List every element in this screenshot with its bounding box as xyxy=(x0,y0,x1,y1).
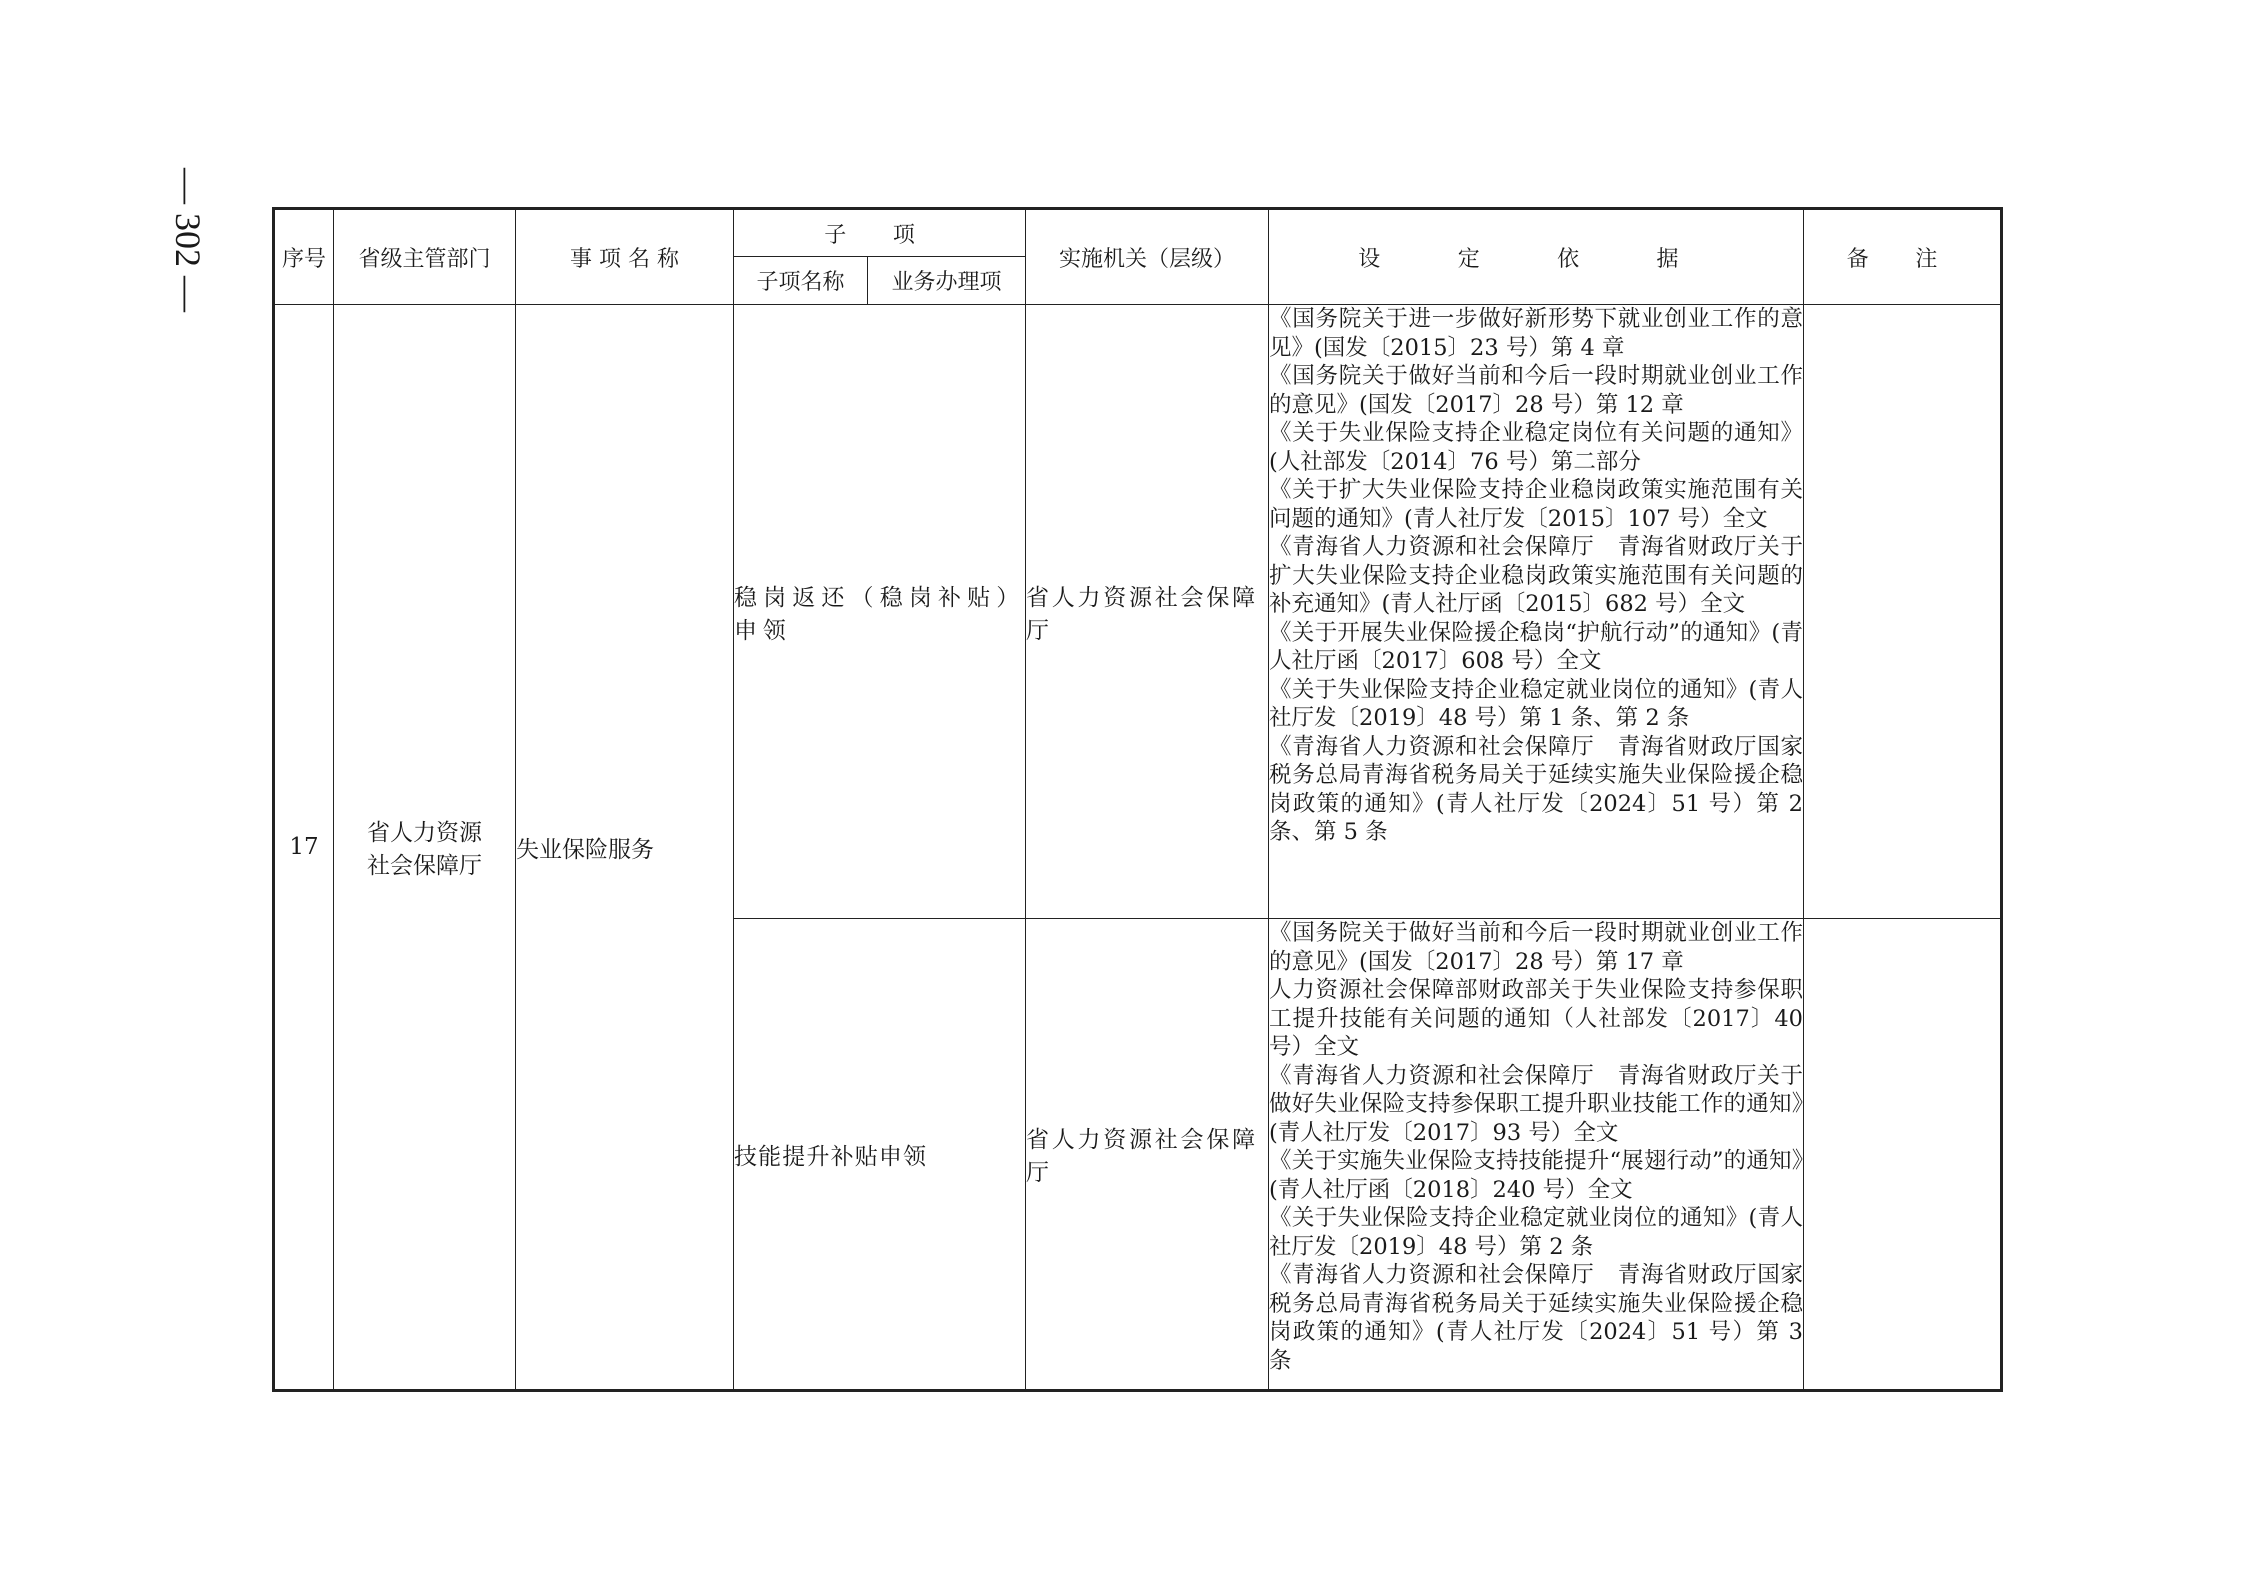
basis-line: 《关于失业保险支持企业稳定岗位有关问题的通知》(人社部发〔2014〕76 号）第二部分 xyxy=(1269,420,1803,475)
header-seq: 序号 xyxy=(274,209,334,305)
basis-line: 《关于失业保险支持企业稳定就业岗位的通知》(青人社厅发〔2019〕48 号）第 1 条、第 2 条 xyxy=(1269,676,1803,731)
basis-line: 《关于失业保险支持企业稳定就业岗位的通知》(青人社厅发〔2019〕48 号）第 2 条 xyxy=(1269,1205,1803,1260)
page-number: — 302 — xyxy=(168,168,208,312)
cell-sub-item-name: 技能提升补贴申领 xyxy=(734,919,1026,1391)
basis-line: 人力资源社会保障部财政部关于失业保险支持参保职工提升技能有关问题的通知（人社部发〔2017〕40 号）全文 xyxy=(1269,977,1811,1060)
basis-line: 《关于实施失业保险支持技能提升“展翅行动”的通知》(青人社厅函〔2018〕240 号）全文 xyxy=(1269,1148,1803,1203)
header-row-1 xyxy=(274,209,2002,257)
basis-line: 《关于扩大失业保险支持企业稳岗政策实施范围有关问题的通知》(青人社厅发〔2015〕107 号）全文 xyxy=(1269,477,1803,532)
table-row xyxy=(274,305,2002,919)
cell-seq: 17 xyxy=(274,305,334,1391)
basis-line: 《国务院关于进一步做好新形势下就业创业工作的意见》(国发〔2015〕23 号）第 4 章 xyxy=(1269,306,1803,361)
header-item-name: 事 项 名 称 xyxy=(516,209,734,305)
basis-line: 《青海省人力资源和社会保障厅 青海省财政厅国家税务总局青海省税务局关于延续实施失业保险援企稳岗政策的通知》(青人社厅发〔2024〕51 号）第 2 条、第 5 条 xyxy=(1269,733,1811,845)
cell-sub-item-name: 稳岗返还（稳岗补贴）申领 xyxy=(734,305,1026,919)
service-items-table xyxy=(272,207,2003,1392)
header-basis: 设 定 依 据 xyxy=(1269,209,1804,305)
header-business-item: 业务办理项 xyxy=(868,257,1026,305)
basis-line: 《青海省人力资源和社会保障厅 青海省财政厅国家税务总局青海省税务局关于延续实施失业保险援企稳岗政策的通知》(青人社厅发〔2024〕51 号）第 3 条 xyxy=(1269,1262,1811,1374)
cell-agency: 省人力资源社会保障厅 xyxy=(1026,305,1269,919)
cell-item-name: 失业保险服务 xyxy=(516,305,734,1391)
header-dept: 省级主管部门 xyxy=(334,209,516,305)
basis-line: 《青海省人力资源和社会保障厅 青海省财政厅关于做好失业保险支持参保职工提升职业技能工作的通知》(青人社厅发〔2017〕93 号）全文 xyxy=(1269,1062,1803,1146)
cell-basis xyxy=(1269,919,1811,1391)
basis-line: 《国务院关于做好当前和今后一段时期就业创业工作的意见》(国发〔2017〕28 号）第 12 章 xyxy=(1269,363,1803,418)
basis-line: 《国务院关于做好当前和今后一段时期就业创业工作的意见》(国发〔2017〕28 号）第 17 章 xyxy=(1269,920,1803,975)
header-notes: 备 注 xyxy=(1804,209,2002,305)
basis-line: 《青海省人力资源和社会保障厅 青海省财政厅关于扩大失业保险支持企业稳岗政策实施范围有关问题的补充通知》(青人社厅函〔2015〕682 号）全文 xyxy=(1269,534,1803,617)
cell-notes xyxy=(1804,305,2002,919)
header-agency: 实施机关（层级） xyxy=(1026,209,1269,305)
cell-notes xyxy=(1804,919,2002,1391)
header-sub-items: 子 项 xyxy=(734,209,1026,257)
cell-basis xyxy=(1269,305,1811,919)
basis-line: 《关于开展失业保险援企稳岗“护航行动”的通知》(青人社厅函〔2017〕608 号）全文 xyxy=(1269,619,1803,674)
cell-dept: 省人力资源社会保障厅 xyxy=(334,305,516,1391)
header-sub-item-name: 子项名称 xyxy=(734,257,868,305)
cell-agency: 省人力资源社会保障厅 xyxy=(1026,919,1269,1391)
